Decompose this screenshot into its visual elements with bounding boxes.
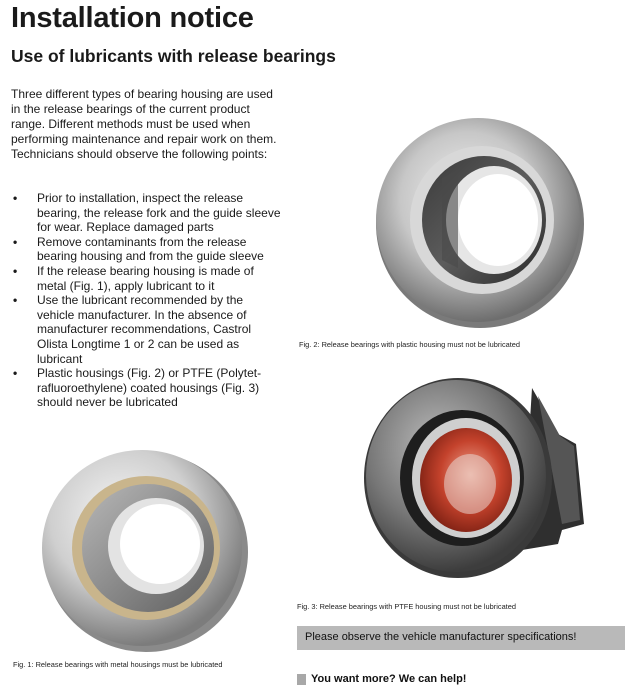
list-item [11,191,283,235]
list-item-text: If the release bearing housing is made of metal (Fig. 1), apply lubricant to it [37,263,254,293]
metal-release-bearing-image [34,444,252,656]
fig3-caption: Fig. 3: Release bearings with PTFE housing must not be lubricated [297,602,516,611]
bullet-marker: • [13,293,18,308]
list-item-text: Use the lubricant recommended by the vehicle manufacturer. In the absence of manufacturer recommendations, Castrol Olista Longtime 1 or 2 can be used as lubricant [37,293,252,366]
fig2-caption: Fig. 2: Release bearings with plastic housing must not be lubricated [299,340,521,349]
list-item-text: Plastic housings (Fig. 2) or PTFE (Polytet-rafluoroethylene) coated housings (Fig. 3) should never be lubricated [37,366,262,410]
bullet-marker: • [13,366,18,381]
ptfe-release-bearing-image [362,374,602,586]
list-item [11,293,283,366]
list-item [11,366,283,410]
list-item-text: Prior to installation, inspect the release bearing, the release fork and the guide sleeve for wear. Replace damaged parts [37,191,281,235]
notice-banner [297,626,625,650]
fig1-caption: Fig. 1: Release bearings with metal housings must be lubricated [13,660,223,669]
list-item [11,235,283,264]
help-text: You want more? We can help! [311,673,467,685]
bullet-marker: • [13,234,18,249]
bullet-marker: • [13,191,18,205]
notice-text: Please observe the vehicle manufacturer specifications! [305,631,577,643]
square-icon [297,674,306,685]
page-subtitle: Use of lubricants with release bearings [11,46,336,66]
bullet-marker: • [13,263,18,278]
instruction-list [11,191,283,410]
list-item [11,264,283,293]
intro-paragraph: Three different types of bearing housing are used in the release bearings of the current product range. Different methods must be used when performing maintenance and repair work on them. Technicians should observe the following points: [11,87,277,161]
plastic-release-bearing-image [372,108,588,332]
page-title: Installation notice [11,2,254,34]
list-item-text: Remove contaminants from the release bearing housing and from the guide sleeve [37,234,264,264]
